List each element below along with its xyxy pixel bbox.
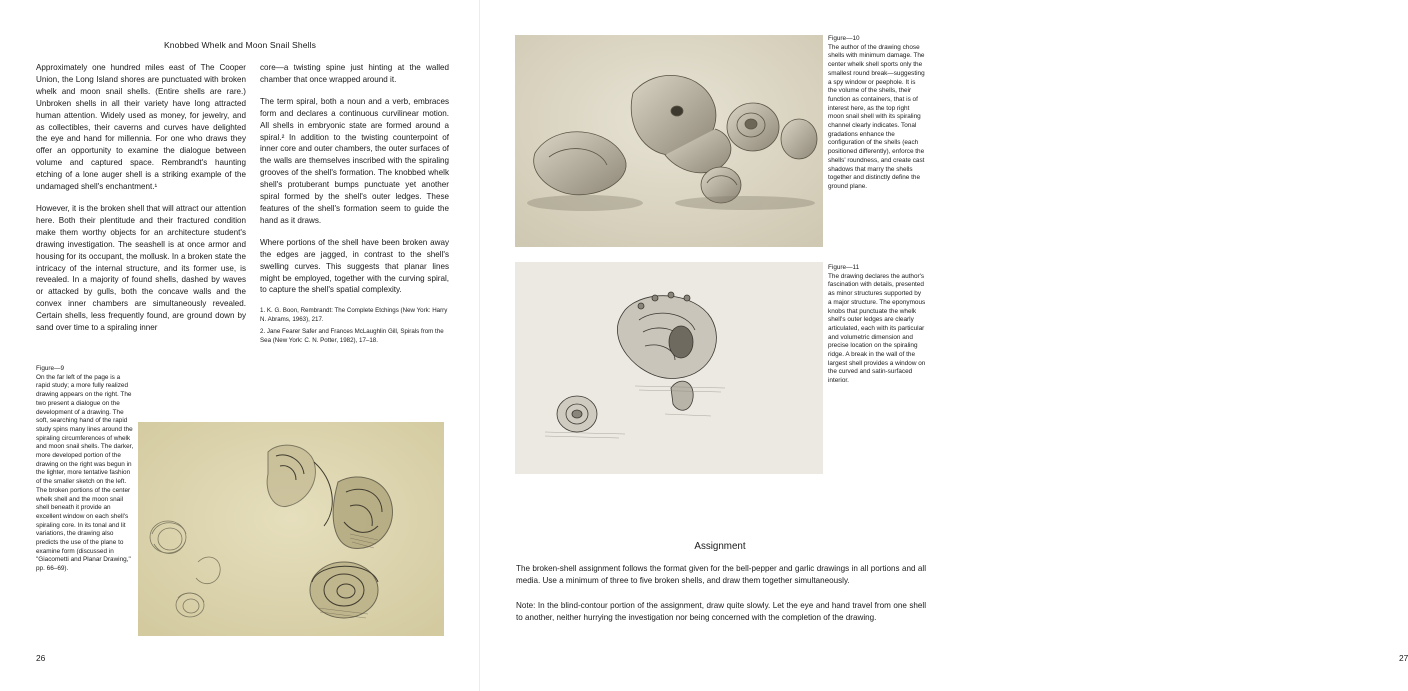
footnotes	[260, 306, 449, 345]
page-number-right: 27	[1399, 653, 1408, 663]
figure-10-drawing	[515, 35, 823, 247]
figure-11-drawing	[515, 262, 823, 474]
figure-9-caption	[36, 365, 134, 574]
figure-11-caption	[828, 264, 926, 386]
figure-10-caption	[828, 35, 926, 192]
body-paragraph: However, it is the broken shell that will attract our attention here. Both their plentitude and their fractured condition make them worthy objects for an architecture student's drawing investigation. The seashell is at once armor and housing for its occupant, the mollusk. In a broken state the intricacy of the internal structure, and its former use, is revealed. In a majority of found shells, dashed by waves or attacked by gulls, both the concave walls and the convex inner chambers are simultaneously revealed. Certain shells, less frequently found, are ground down by sand over time to a spiraling inner	[36, 203, 246, 333]
body-paragraph: Where portions of the shell have been broken away the edges are jagged, in contrast to the shell's swelling curves. This suggests that planar lines might be employed, together with the curving spiral, to capture the shell's spatial complexity.	[260, 237, 449, 295]
assignment-heading: Assignment	[694, 541, 746, 552]
body-paragraph: The term spiral, both a noun and a verb, embraces form and declares a continuous curvilinear motion. All shells in embryonic state are formed around a spiral.² In addition to the twisting counterpoint of inner core and outer chambers, the outer surfaces of the walls are themselves inscribed with the spiraling grooves of the shell's formation. The knobbed whelk shell's protuberant bumps punctuate yet another spiral formed by the shell's outer ledges. These features of the shell's formation seem to guide the hand as it draws.	[260, 96, 449, 225]
assignment-body	[516, 563, 926, 637]
figure-11-caption-text: The drawing declares the author's fascination with details, presented as minor structures supported by a major structure. The eponymous knobs that punctuate the whelk shell's outer ledges are clearly articulated, each with its particular and volumetric dimension and precise location on the spiraling ridge. A break in the wall of the largest shell provides a window on the curved and satin-surfaced interior.	[828, 272, 926, 385]
running-head: Knobbed Whelk and Moon Snail Shells	[163, 40, 317, 50]
figure-10-caption-text: The author of the drawing chose shells with minimum damage. The center whelk shell sports only the smallest round break—suggesting a spy window or peephole. It is the volume of the shells, their function as containers, that is of interest here, as the top right moon snail shell with its spiraling channel clearly indicates. Tonal gradations enhance the configuration of the shells (each positioned differently), enforce the shells' roundness, and create cast shadows that marry the shells together and distinctly define the ground plane.	[828, 43, 925, 190]
body-column-1	[36, 62, 246, 344]
figure-11-label: Figure—11	[828, 264, 860, 271]
figure-9-caption-text: On the far left of the page is a rapid study; a more fully realized drawing appears on the right. The two present a dialogue on the development of a drawing. The soft, searching hand of the rapid study spins many lines around the spiraling circumferences of whelk and moon snail shells. The darker, more developed portion of the drawing on the right was begun in the lighter, more tentative fashion of the smaller sketch on the left. The broken portions of the center whelk shell and the moon snail shell beneath it provide an excellent window on each shell's spiraling core. In its tonal and lit variations, the drawing also predicts the use of the plane to examine form (discussed in "Giacometti and Planar Drawing," pp. 66–69).	[36, 373, 134, 573]
figure-9-drawing	[138, 422, 444, 636]
footnote-2: 2. Jane Fearer Safer and Frances McLaughlin Gill, Spirals from the Sea (New York: C. N. Potter, 1982), 17–18.	[260, 328, 444, 345]
figure-9-label: Figure—9	[36, 365, 65, 372]
figure-10-label: Figure—10	[828, 35, 860, 42]
body-column-2	[260, 62, 449, 348]
left-page	[0, 0, 480, 691]
footnote-1: 1. K. G. Boon, Rembrandt: The Complete Etchings (New York: Harry N. Abrams, 1963), 217.	[260, 307, 448, 324]
assignment-paragraph: The broken-shell assignment follows the format given for the bell-pepper and garlic drawings in all portions and all media. Use a minimum of three to five broken shells, and draw them together simultaneously.	[516, 564, 926, 586]
page-number-left: 26	[36, 653, 46, 663]
assignment-paragraph: Note: In the blind-contour portion of the assignment, draw quite slowly. Let the eye and hand travel from one shell to another, neither hurrying the investigation nor being concerned with the completion of the drawing.	[516, 600, 926, 623]
body-paragraph: core—a twisting spine just hinting at the walled chamber that once wrapped around it.	[260, 63, 449, 84]
body-paragraph: Approximately one hundred miles east of The Cooper Union, the Long Island shores are punctuated with broken whelk and moon snail shells. (Entire shells are rare.) Unbroken shells in all their variety have long attracted human attention. Widely used as money, for jewelry, and as collectibles, their caverns and curves have delighted the eye and hand for millennia. For one who draws they offer an opportunity to examine the dialogue between volume and captured space. Rembrandt's haunting etching of a lone auger shell is a striking example of the undamaged shell's enchantment.¹	[36, 63, 246, 192]
